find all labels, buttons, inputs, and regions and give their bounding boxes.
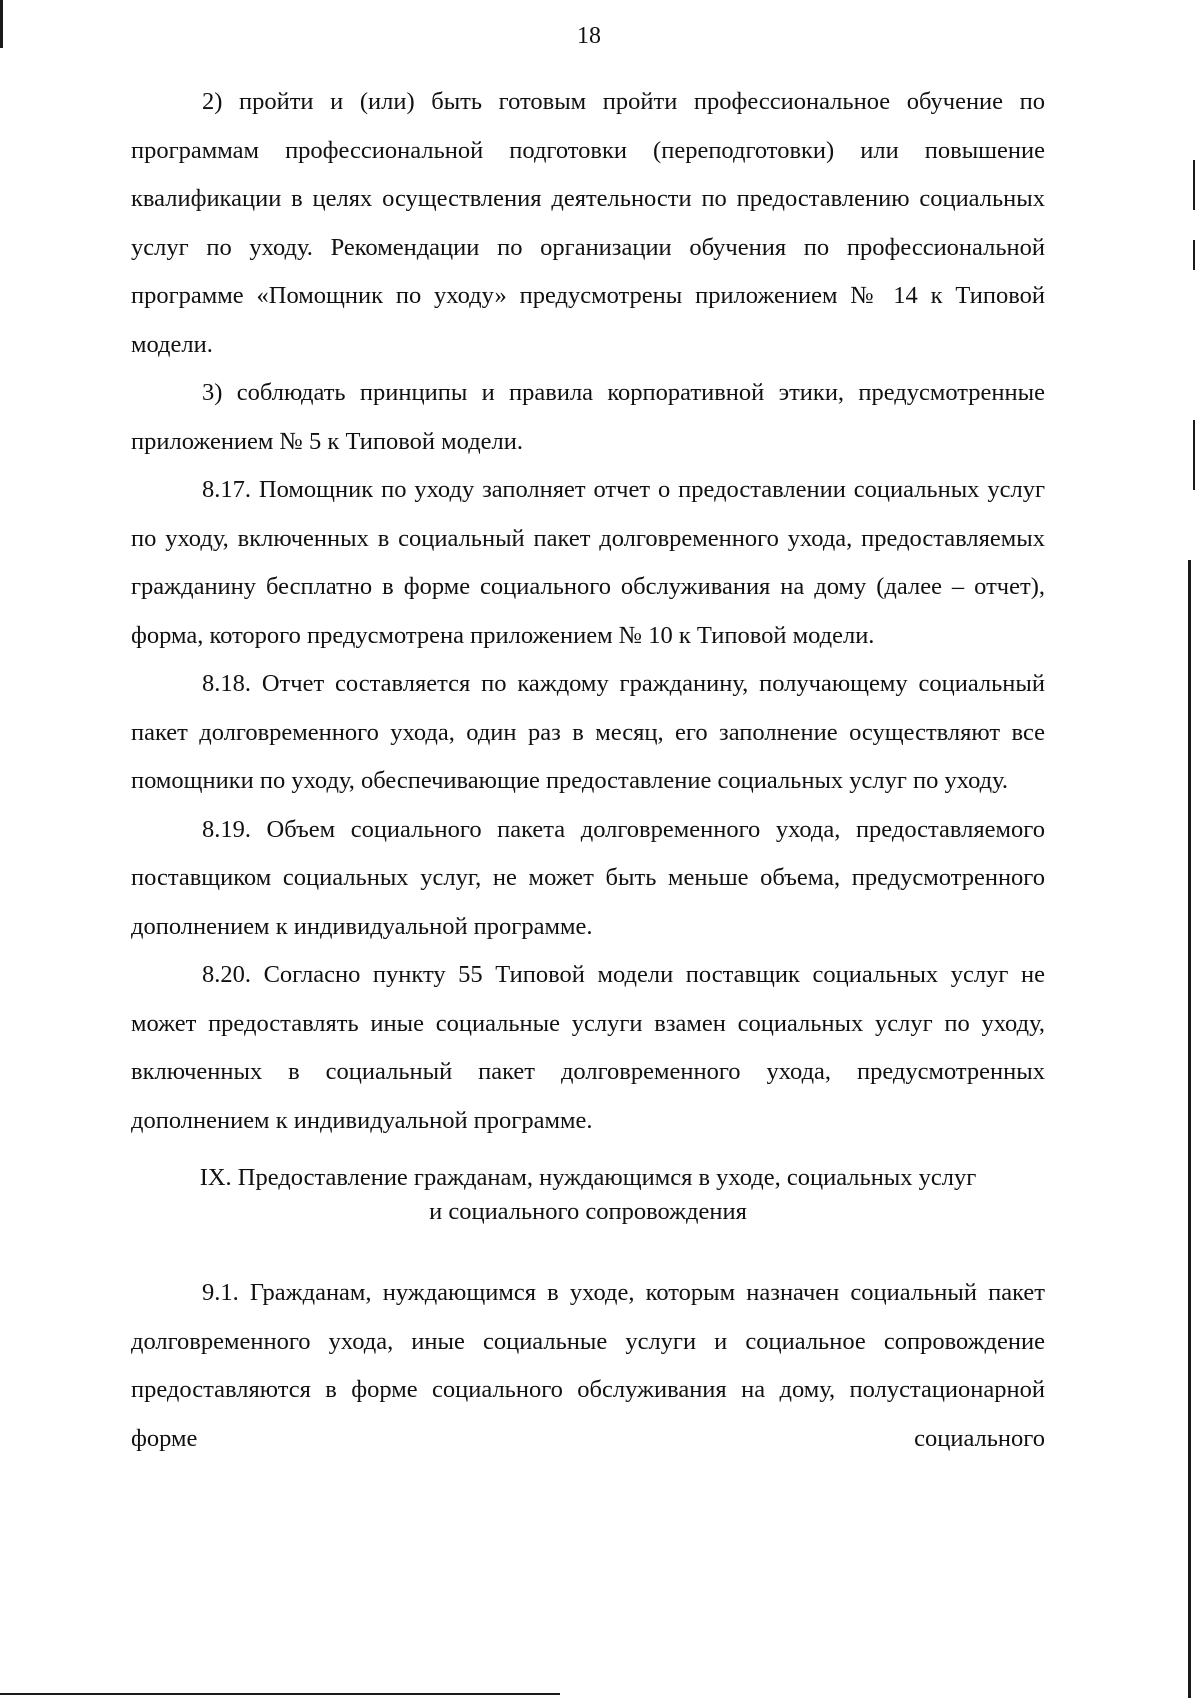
section-heading-line-1: IX. Предоставление гражданам, нуждающимся в уходе, социальных услуг bbox=[199, 1164, 977, 1191]
paragraph-8-20: 8.20. Согласно пункту 55 Типовой модели поставщик социальных услуг не может предоставлять иные социальные услуги взамен социальных услуг по уходу, включенных в социальный пакет долговременного ухода, предусмотренных дополнением к индивидуальной программе. bbox=[131, 961, 1045, 1134]
paragraph-item-2: 2) пройти и (или) быть готовым пройти профессиональное обучение по программам профессиональной подготовки (переподготовки) или повышение квалификации в целях осуществления деятельности по предоставлению социальных услуг по уходу. Рекомендации по организации обучения по профессиональной программе «Помощник по уходу» предусмотрены приложением № 14 к Типовой модели. bbox=[131, 88, 1045, 358]
paragraph-item-3: 3) соблюдать принципы и правила корпоративной этики, предусмотренные приложением № 5 к Типовой модели. bbox=[131, 379, 1045, 455]
scan-edge-right bbox=[1188, 560, 1191, 1698]
section-heading bbox=[131, 1161, 1045, 1229]
scan-mark-right-3 bbox=[1193, 420, 1195, 490]
paragraph-9-1: 9.1. Гражданам, нуждающимся в уходе, которым назначен социальный пакет долговременного ухода, иные социальные услуги и социальное сопровождение предоставляются в форме социального обслуживания на дому, полустационарной форме социального bbox=[131, 1279, 1045, 1452]
paragraph-8-17: 8.17. Помощник по уходу заполняет отчет о предоставлении социальных услуг по уходу, включенных в социальный пакет долговременного ухода, предоставляемых гражданину бесплатно в форме социального обслуживания на дому (далее – отчет), форма, которого предусмотрена приложением № 10 к Типовой модели. bbox=[131, 476, 1045, 649]
page-number: 18 bbox=[577, 23, 601, 49]
section-heading-line-2: и социального сопровождения bbox=[429, 1198, 747, 1225]
paragraph-8-19: 8.19. Объем социального пакета долговременного ухода, предоставляемого поставщиком социальных услуг, не может быть меньше объема, предусмотренного дополнением к индивидуальной программе. bbox=[131, 815, 1045, 940]
paragraph-8-18: 8.18. Отчет составляется по каждому гражданину, получающему социальный пакет долговременного ухода, один раз в месяц, его заполнение осуществляют все помощники по уходу, обеспечивающие предоставление социальных услуг по уходу. bbox=[131, 670, 1045, 794]
scan-mark-right-1 bbox=[1193, 160, 1195, 210]
scan-edge-bottom bbox=[0, 1693, 560, 1695]
document-body bbox=[131, 78, 1045, 1463]
scan-mark-right-2 bbox=[1193, 240, 1195, 270]
